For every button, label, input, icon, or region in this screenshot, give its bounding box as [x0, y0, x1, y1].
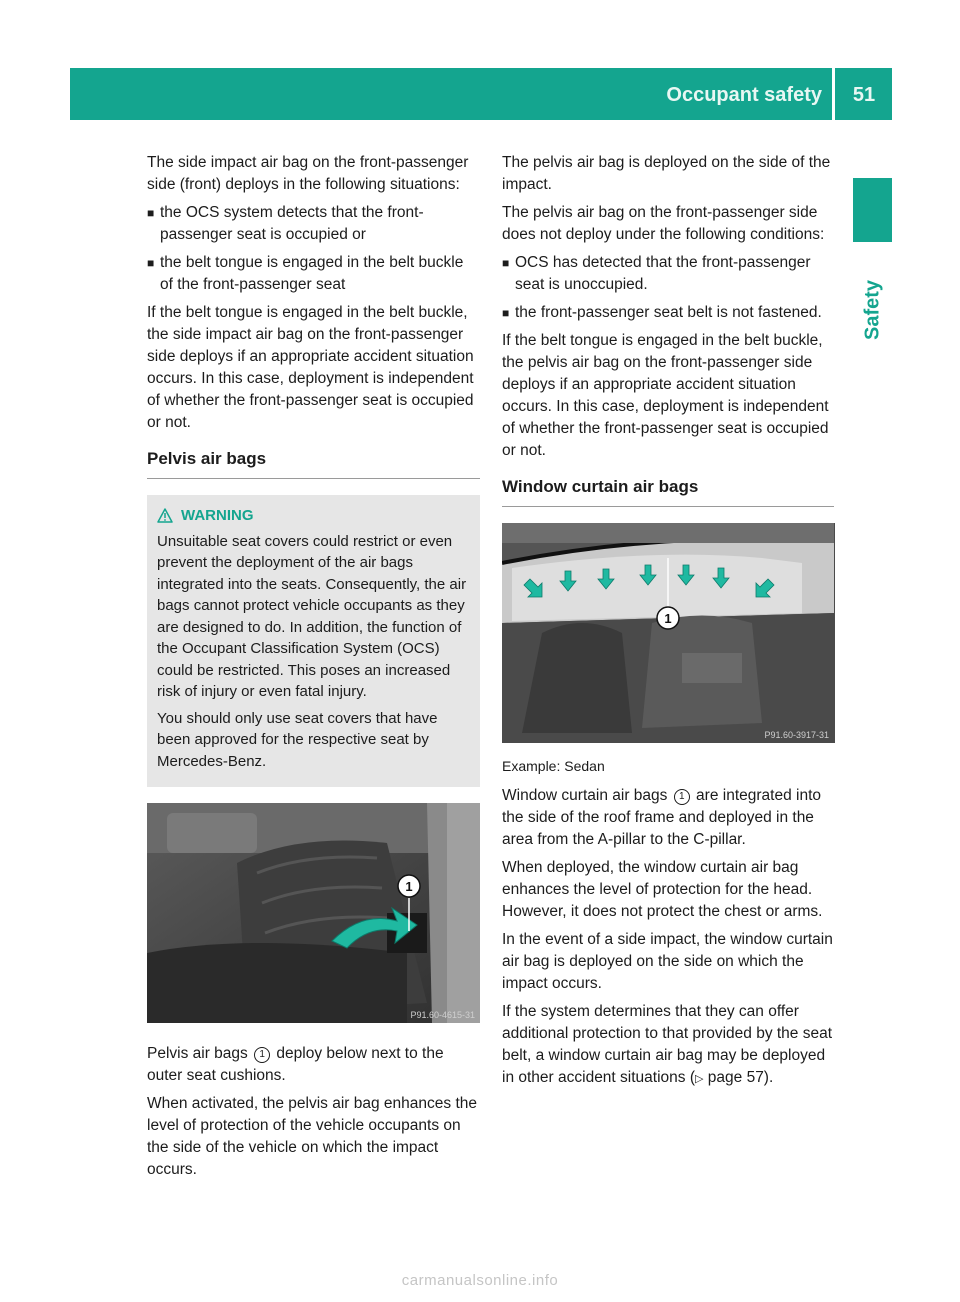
paragraph: If the belt tongue is engaged in the belt buckle, the side impact air bag on the front-passenger side deploys if an appropriate accident situation occurs. In this case, deployment is independent of whether the front-passenger seat is occupied or not.	[147, 304, 474, 431]
list-item: ■ OCS has detected that the front-passenger seat is unoccupied.	[502, 254, 811, 293]
image-callout-number: 1	[664, 611, 672, 626]
callout-number: 1	[254, 1047, 270, 1063]
list-item: ■ the front-passenger seat belt is not fastened.	[502, 304, 822, 321]
paragraph: If the system determines that they can offer additional protection to that provided by the seat belt, a window curtain air bag may be deployed in other accident situations (▷ page 57).	[502, 1003, 833, 1086]
paragraph: Pelvis air bags 1 deploy below next to the outer seat cushions.	[147, 1045, 444, 1084]
bullet-list	[147, 202, 480, 296]
paragraph: When activated, the pelvis air bag enhances the level of protection of the vehicle occupants on the side of the vehicle on which the impact occurs.	[147, 1095, 478, 1178]
chapter-label-text: Safety	[861, 279, 883, 341]
paragraph: When deployed, the window curtain air bag enhances the level of protection for the head. However, it does not protect the chest or arms.	[502, 859, 823, 920]
paragraph: The pelvis air bag is deployed on the side of the impact.	[502, 154, 831, 193]
image-caption: Example: Sedan	[502, 758, 605, 774]
curtain-airbag-photo	[502, 523, 835, 743]
paragraph: The pelvis air bag on the front-passenger side does not deploy under the following conditions:	[502, 204, 825, 243]
pelvis-airbag-photo	[147, 803, 480, 1023]
section-heading: Pelvis air bags	[147, 448, 480, 479]
bullet-list	[502, 252, 834, 324]
chapter-label	[853, 250, 892, 370]
warning-text: You should only use seat covers that have been approved for the respective seat by Mercedes-Benz.	[157, 709, 438, 770]
list-item: ■ the belt tongue is engaged in the belt buckle of the front-passenger seat	[147, 254, 464, 293]
watermark: carmanualsonline.info	[401, 1272, 559, 1289]
header-divider	[832, 68, 835, 120]
intro-paragraph: The side impact air bag on the front-passenger side (front) deploys in the following situations:	[147, 154, 469, 193]
list-item: ■ the OCS system detects that the front-passenger seat is occupied or	[147, 204, 424, 243]
warning-label: WARNING	[181, 507, 254, 524]
paragraph: In the event of a side impact, the window curtain air bag is deployed on the side on which the impact occurs.	[502, 931, 833, 992]
warning-text: Unsuitable seat covers could restrict or even prevent the deployment of the air bags integrated into the seats. Consequently, the air bags cannot protect vehicle occupants as they are designed to do. In addition, the function of the Occupant Classification System (OCS) could be restricted. This poses an increased risk of injury or even fatal injury.	[157, 532, 467, 700]
section-title: Occupant safety	[666, 84, 822, 106]
image-code: P91.60-4615-31	[410, 1010, 475, 1020]
callout-number: 1	[674, 789, 690, 805]
paragraph: If the belt tongue is engaged in the belt buckle, the pelvis air bag on the front-passenger side deploys if an appropriate accident situation occurs. In this case, deployment is independent of whether the front-passenger seat is occupied or not.	[502, 332, 829, 459]
page-number: 51	[852, 84, 876, 106]
paragraph: Window curtain air bags 1 are integrated into the side of the roof frame and deployed in the area from the A-pillar to the C-pillar.	[502, 787, 821, 848]
section-heading: Window curtain air bags	[502, 476, 834, 507]
page-ref-arrow-icon: ▷	[695, 1073, 704, 1085]
warning-triangle-icon	[157, 508, 173, 523]
chapter-tab	[853, 178, 892, 242]
image-callout-number: 1	[405, 879, 413, 894]
right-column	[502, 152, 834, 1096]
warning-box	[147, 495, 480, 787]
left-column	[147, 152, 480, 1187]
page-reference-link[interactable]: page 57).	[707, 1069, 774, 1086]
header-bar	[70, 68, 892, 120]
image-code: P91.60-3917-31	[764, 730, 829, 740]
warning-header	[157, 505, 470, 527]
